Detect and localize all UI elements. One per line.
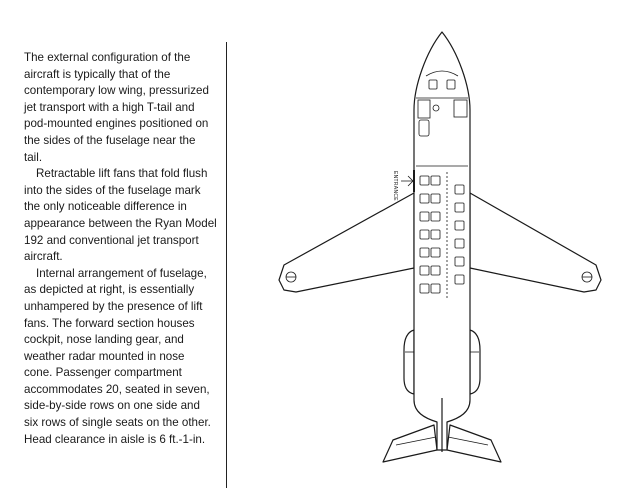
left-stabilizer bbox=[383, 425, 437, 462]
text-line: accommodates 20, seated in seven, bbox=[24, 382, 210, 396]
passenger-seat bbox=[455, 203, 464, 212]
text-line: the only noticeable difference in bbox=[24, 200, 187, 214]
passenger-seat bbox=[431, 248, 440, 257]
text-line: The external configuration of the bbox=[24, 51, 191, 64]
entrance-label: ENTRANCE bbox=[392, 171, 398, 201]
text-line: into the sides of the fuselage mark bbox=[24, 183, 201, 197]
passenger-seat bbox=[431, 284, 440, 293]
text-line: appearance between the Ryan Model bbox=[24, 216, 217, 230]
text-line: tail. bbox=[24, 150, 43, 164]
right-wing bbox=[470, 193, 601, 292]
passenger-seat bbox=[431, 176, 440, 185]
text-line: contemporary low wing, pressurized bbox=[24, 84, 209, 98]
right-engine-pod bbox=[470, 330, 480, 394]
passenger-seat bbox=[420, 212, 429, 221]
right-stabilizer bbox=[447, 425, 501, 462]
passenger-seat bbox=[420, 194, 429, 203]
passenger-seat bbox=[420, 284, 429, 293]
text-line: Head clearance in aisle is 6 ft.-1-in. bbox=[24, 432, 206, 446]
text-line: fans. The forward section houses bbox=[24, 316, 195, 330]
text-line: unhampered by the presence of lift bbox=[24, 299, 203, 313]
text-line: aircraft. bbox=[24, 250, 63, 264]
passenger-seat bbox=[455, 239, 464, 248]
left-wing bbox=[279, 193, 414, 292]
passenger-seat bbox=[455, 185, 464, 194]
passenger-seat bbox=[431, 212, 440, 221]
text-line: cone. Passenger compartment bbox=[24, 366, 182, 380]
text-line: weather radar mounted in nose bbox=[24, 349, 185, 363]
passenger-seat bbox=[431, 230, 440, 239]
passenger-seat bbox=[420, 230, 429, 239]
passenger-seat bbox=[455, 257, 464, 266]
passenger-seat bbox=[420, 266, 429, 275]
text-line: 192 and conventional jet transport bbox=[24, 233, 199, 247]
left-engine-pod bbox=[404, 330, 414, 394]
text-line: six rows of single seats on the other. bbox=[24, 416, 211, 430]
text-line: the sides of the fuselage near the bbox=[24, 133, 196, 147]
passenger-seat bbox=[420, 176, 429, 185]
text-line: side-by-side rows on one side and bbox=[24, 399, 200, 413]
passenger-seat bbox=[431, 194, 440, 203]
text-line: as depicted at right, is essentially bbox=[24, 283, 195, 297]
passenger-seat bbox=[455, 221, 464, 230]
text-line: Retractable lift fans that fold flush bbox=[36, 167, 208, 181]
text-line: aircraft is typically that of the bbox=[24, 67, 171, 81]
passenger-seat bbox=[431, 266, 440, 275]
text-line: Internal arrangement of fuselage, bbox=[36, 266, 207, 280]
passenger-seat bbox=[455, 275, 464, 284]
text-line: jet transport with a high T-tail and bbox=[24, 100, 195, 114]
passenger-seat bbox=[420, 248, 429, 257]
text-line: cockpit, nose landing gear, and bbox=[24, 333, 184, 347]
text-line: pod-mounted engines positioned on bbox=[24, 117, 209, 131]
entrance-arrow-icon bbox=[401, 176, 413, 186]
